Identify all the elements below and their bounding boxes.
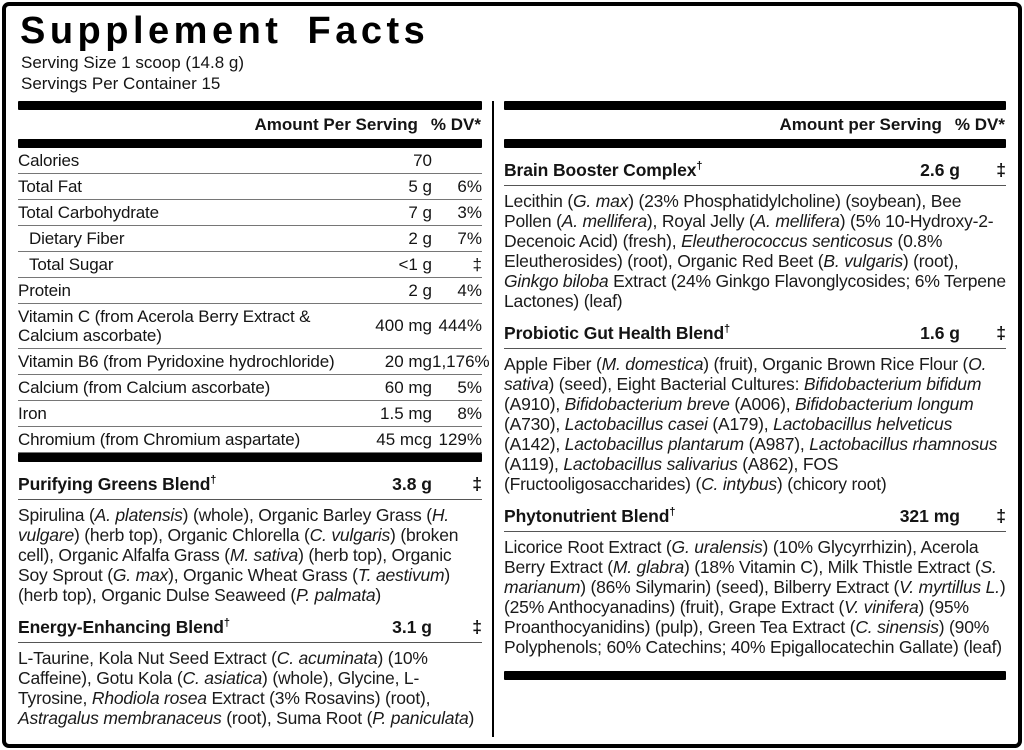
blend-brain-booster xyxy=(504,157,1006,311)
servings-per-container: Servings Per Container 15 xyxy=(21,74,221,93)
blend-ingredients: Lecithin (G. max) (23% Phosphatidylcholine) (soybean), Bee Pollen (A. mellifera), Royal Jelly (A. mellifera) (5% 10-Hydroxy-2-Decenoic Acid) (fresh), Eleutherococcus senticosus (0.8% Eleutherosides) (root), Organic Red Beet (B. vulgaris) (root), Ginkgo biloba Extract (24% Ginkgo Flavonglycosides; 6% Terpene Lactones) (leaf) xyxy=(504,191,1006,311)
blend-header xyxy=(504,157,1006,186)
dagger-mark: † xyxy=(210,474,217,487)
supplement-facts-label xyxy=(2,2,1022,748)
blend-energy-enhancing xyxy=(18,614,482,728)
blend-amount: 2.6 g xyxy=(920,160,960,180)
blend-name: Purifying Greens Blend xyxy=(18,474,211,494)
divider-bar xyxy=(18,453,482,462)
double-dagger-mark: ‡ xyxy=(996,160,1006,180)
blend-header xyxy=(18,471,482,500)
blend-amount: 3.8 g xyxy=(392,474,432,494)
blend-ingredients: Apple Fiber (M. domestica) (fruit), Organic Brown Rice Flour (O. sativa) (seed), Eight Bacterial Cultures: Bifidobacterium bifidum (A910), Bifidobacterium breve (A006), Bifidobacterium longum (A730), Lactobacillus casei (A179), Lactobacillus helveticus (A142), Lactobacillus plantarum (A987), Lactobacillus rhamnosus (A119), Lactobacillus salivarius (A862), FOS (Fructooligosaccharides) (C. intybus) (chicory root) xyxy=(504,354,998,494)
row-total-sugar: Total Sugar <1 g ‡ xyxy=(18,252,482,278)
row-vitamin-c: Vitamin C (from Acerola Berry Extract & Calcium ascorbate) 400 mg 444% xyxy=(18,304,482,349)
row-dietary-fiber: Dietary Fiber 2 g 7% xyxy=(18,226,482,252)
amount-per-serving-heading: Amount per Serving xyxy=(779,115,942,134)
blend-header xyxy=(504,503,1006,532)
left-column-header xyxy=(18,110,482,139)
divider-bar xyxy=(18,101,482,110)
row-chromium: Chromium (from Chromium aspartate) 45 mcg 129% xyxy=(18,427,482,453)
dagger-mark: † xyxy=(724,323,731,336)
blend-name: Brain Booster Complex xyxy=(504,160,697,180)
dagger-mark: † xyxy=(223,617,230,630)
percent-dv-heading: % DV* xyxy=(430,115,481,134)
label-title: Supplement Facts xyxy=(20,10,430,52)
row-iron: Iron 1.5 mg 8% xyxy=(18,401,482,427)
blend-header xyxy=(504,320,1006,349)
divider-bar xyxy=(504,101,1006,110)
right-column-header xyxy=(504,110,1006,139)
blend-ingredients: L-Taurine, Kola Nut Seed Extract (C. acuminata) (10% Caffeine), Gotu Kola (C. asiatica) (whole), Glycine, L-Tyrosine, Rhodiola rosea Extract (3% Rosavins) (root), Astragalus membranaceus (root), Suma Root (P. paniculata) xyxy=(18,648,475,728)
blend-phytonutrient xyxy=(504,503,1006,657)
percent-dv-heading: % DV* xyxy=(954,115,1005,134)
blend-name: Probiotic Gut Health Blend xyxy=(504,323,725,343)
blend-ingredients: Licorice Root Extract (G. uralensis) (10% Glycyrrhizin), Acerola Berry Extract (M. glabra) (18% Vitamin C), Milk Thistle Extract (S. marianum) (86% Silymarin) (seed), Bilberry Extract (V. myrtillus L.) (25% Anthocyanadins) (fruit), Grape Extract (V. vinifera) (95% Proanthocyanidins) (pulp), Green Tea Extract (C. sinensis) (90% Polyphenols; 60% Catechins; 40% Epigallocatechin Gallate) (leaf) xyxy=(504,537,1006,657)
double-dagger-mark: ‡ xyxy=(996,506,1006,526)
row-calories: Calories 70 xyxy=(18,148,482,174)
dagger-mark: † xyxy=(696,160,703,173)
row-protein: Protein 2 g 4% xyxy=(18,278,482,304)
serving-size: Serving Size 1 scoop (14.8 g) xyxy=(21,53,245,72)
divider-bar xyxy=(504,139,1006,148)
row-total-fat: Total Fat 5 g 6% xyxy=(18,174,482,200)
double-dagger-mark: ‡ xyxy=(996,323,1006,343)
dagger-mark: † xyxy=(669,506,676,519)
left-column xyxy=(18,101,490,737)
column-divider-line xyxy=(492,101,494,737)
amount-per-serving-heading: Amount Per Serving xyxy=(254,115,418,134)
blend-name: Energy-Enhancing Blend xyxy=(18,617,224,637)
blend-ingredients: Spirulina (A. platensis) (whole), Organic Barley Grass (H. vulgare) (herb top), Organic Chlorella (C. vulgaris) (broken cell), Organic Alfalfa Grass (M. sativa) (herb top), Organic Soy Sprout (G. max), Organic Wheat Grass (T. aestivum) (herb top), Organic Dulse Seaweed (P. palmata) xyxy=(18,505,459,605)
blend-amount: 3.1 g xyxy=(392,617,432,637)
blend-purifying-greens xyxy=(18,471,482,605)
blend-header xyxy=(18,614,482,643)
divider-bar xyxy=(18,139,482,148)
double-dagger-mark: ‡ xyxy=(472,617,482,637)
divider-bar xyxy=(504,671,1006,680)
blend-amount: 1.6 g xyxy=(920,323,960,343)
double-dagger-mark: ‡ xyxy=(472,474,482,494)
row-vitamin-b6: Vitamin B6 (from Pyridoxine hydrochloride) 20 mg 1,176% xyxy=(18,349,482,375)
row-total-carbohydrate: Total Carbohydrate 7 g 3% xyxy=(18,200,482,226)
blend-amount: 321 mg xyxy=(899,506,960,526)
blend-probiotic-gut-health xyxy=(504,320,1006,494)
blend-name: Phytonutrient Blend xyxy=(504,506,670,526)
columns-container xyxy=(18,101,1006,737)
row-calcium: Calcium (from Calcium ascorbate) 60 mg 5% xyxy=(18,375,482,401)
right-column xyxy=(504,101,1006,737)
